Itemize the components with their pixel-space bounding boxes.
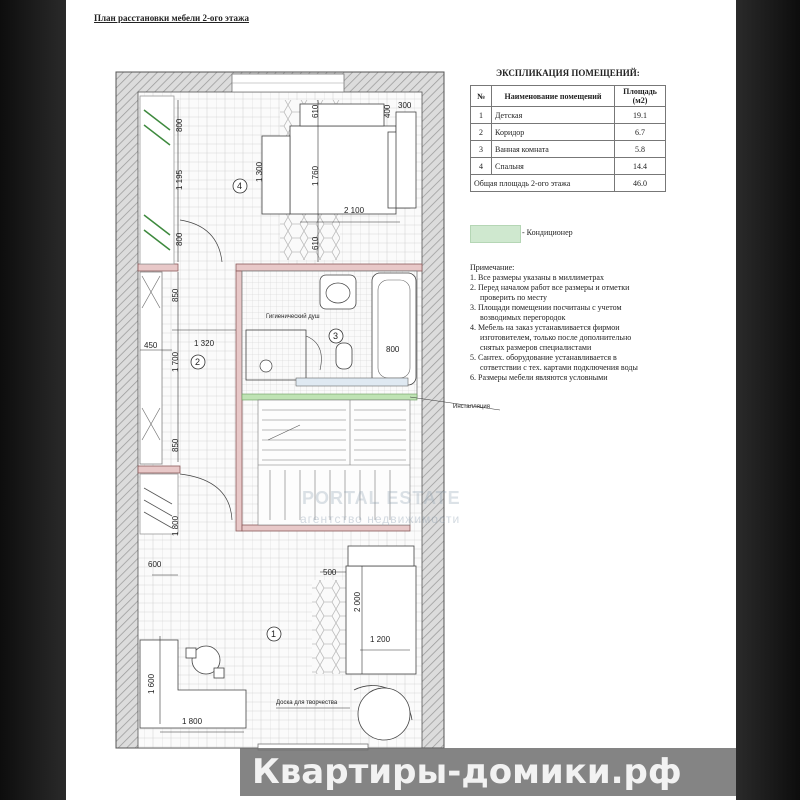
col-num: №: [471, 86, 492, 107]
dim-400: 400: [383, 104, 392, 118]
board-label: Доска для творчества: [276, 700, 338, 706]
table-total-row: [471, 175, 666, 192]
dim-1600: 1 600: [147, 673, 156, 694]
note-line: снятых размеров специалистами: [480, 343, 592, 352]
notes-title: Примечание:: [470, 263, 515, 272]
watermark-subtitle: агентство недвижимости: [300, 512, 461, 526]
dim-450: 450: [144, 341, 158, 350]
note-line: проверить по месту: [480, 293, 548, 302]
row-name: Ванная комната: [492, 141, 615, 158]
dim-1760: 1 760: [311, 165, 320, 186]
dim-500: 500: [323, 568, 337, 577]
dim-1700: 1 700: [171, 351, 180, 372]
legend-swatch: [470, 225, 521, 243]
shower-label: Гигиенический душ: [266, 314, 320, 320]
row-name: Спальня: [492, 158, 615, 175]
row-num: 2: [471, 124, 492, 141]
dim-1800-vertical: 1 800: [171, 515, 180, 536]
note-line: сответствии с тех. картами подключения воды: [480, 363, 638, 372]
row-area: 19.1: [615, 107, 666, 124]
dim-600: 600: [148, 560, 162, 569]
note-line: 2. Перед началом работ все размеры и отметки: [470, 283, 630, 292]
explication-table: [470, 85, 666, 192]
total-label: Общая площадь 2-ого этажа: [471, 175, 615, 192]
note-line: 5. Сантех. оборудование устанавливается в: [470, 353, 617, 362]
note-line: 6. Размеры мебели являются условными: [470, 373, 608, 382]
explication-title: ЭКСПЛИКАЦИЯ ПОМЕЩЕНИЙ:: [496, 68, 640, 78]
row-name: Коридор: [492, 124, 615, 141]
note-line: 4. Мебель на заказ устанавливается фирмои: [470, 323, 620, 332]
row-area: 5.8: [615, 141, 666, 158]
dim-850-top: 850: [171, 288, 180, 302]
row-area: 6.7: [615, 124, 666, 141]
table-row: [471, 124, 666, 141]
row-num: 1: [471, 107, 492, 124]
room-number-3: 3: [333, 331, 339, 341]
dim-1300: 1 300: [255, 161, 264, 182]
dim-1195: 1 195: [175, 169, 184, 190]
watermark-title: PORTAL ESTATE: [302, 488, 461, 508]
dim-2100: 2 100: [344, 206, 365, 215]
room-number-2: 2: [195, 357, 201, 367]
sheet-title: План расстановки мебели 2-ого этажа: [94, 13, 249, 23]
dim-300: 300: [398, 101, 412, 110]
note-line: изготовителем, только после дополнительно: [480, 333, 632, 342]
col-area: Площадь (м2): [615, 86, 666, 107]
table-row: [471, 158, 666, 175]
dim-800-top: 800: [175, 118, 184, 132]
dim-1320: 1 320: [194, 339, 215, 348]
dim-1800-horizontal: 1 800: [182, 717, 203, 726]
legend-label: - Кондиционер: [522, 228, 573, 237]
dim-800-bath: 800: [386, 345, 400, 354]
note-line: 3. Площади помещении посчитаны с учетом: [470, 303, 622, 312]
dim-800-mid: 800: [175, 232, 184, 246]
room-number-1: 1: [271, 629, 277, 639]
room-number-4: 4: [237, 181, 243, 191]
row-num: 3: [471, 141, 492, 158]
notes-block: [470, 263, 700, 383]
table-row: [471, 107, 666, 124]
dim-2000: 2 000: [353, 591, 362, 612]
row-area: 14.4: [615, 158, 666, 175]
installation-label: Инсталляция: [453, 404, 490, 410]
total-area: 46.0: [615, 175, 666, 192]
brand-text: Квартиры-домики.рф: [252, 752, 682, 792]
dim-610-top: 610: [311, 104, 320, 118]
note-line: 1. Все размеры указаны в миллиметрах: [470, 273, 604, 282]
dim-610-bottom: 610: [311, 236, 320, 250]
note-line: возводимых перегородок: [480, 313, 566, 322]
table-row: [471, 141, 666, 158]
col-name: Наименование помещений: [492, 86, 615, 107]
row-num: 4: [471, 158, 492, 175]
dim-1200: 1 200: [370, 635, 391, 644]
dim-850-bottom: 850: [171, 438, 180, 452]
row-name: Детская: [492, 107, 615, 124]
